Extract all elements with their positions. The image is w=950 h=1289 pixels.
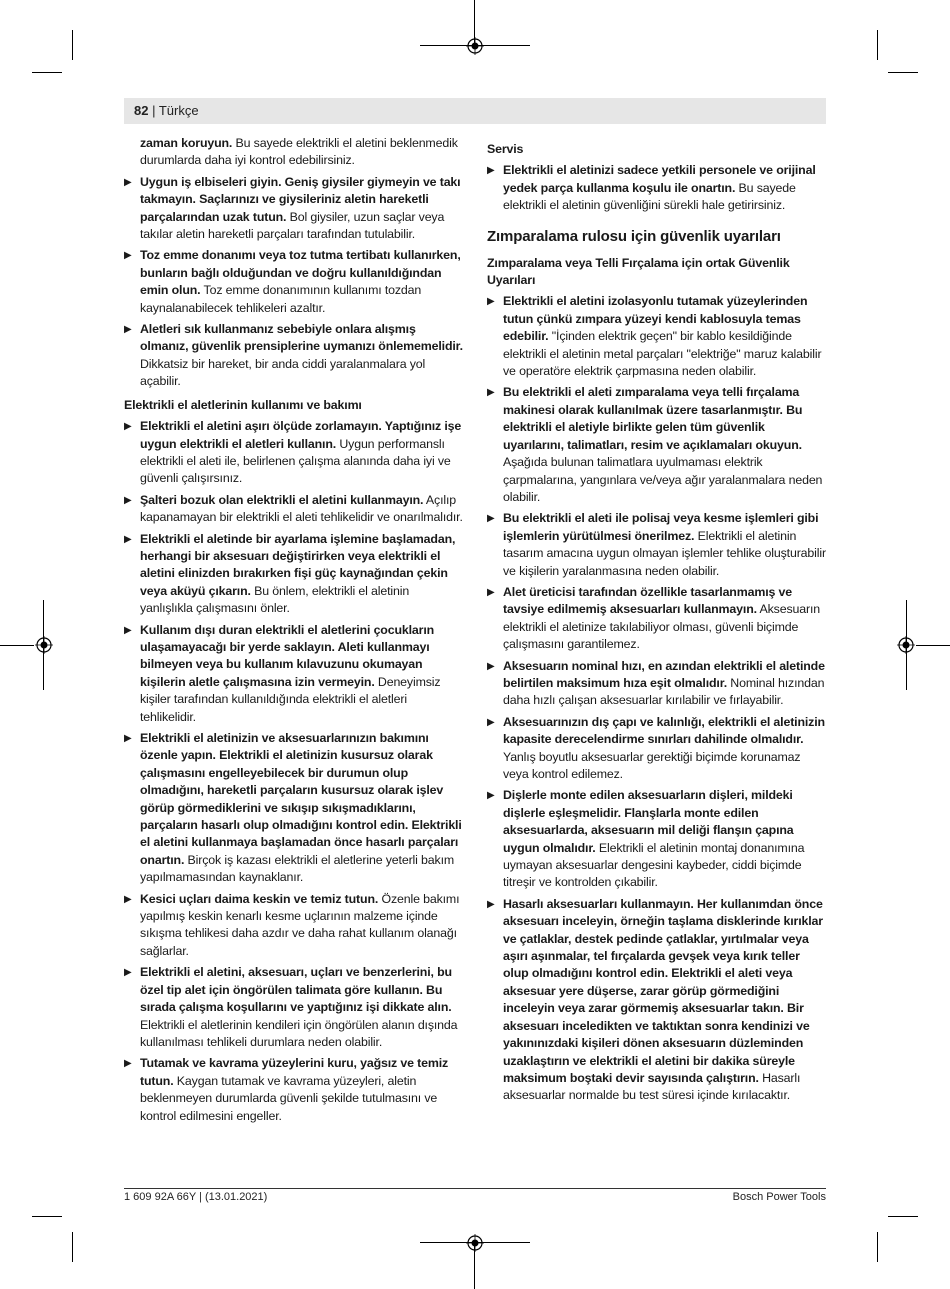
registration-mark-icon — [466, 1234, 484, 1252]
footer-doc-number: 1 609 92A 66Y | (13.01.2021) — [124, 1191, 268, 1203]
body-text: Elektrikli el aletlerinin kendileri için öngörülen alanın dışında kullanılması tehlikeli durumlara neden olabilir. — [140, 1017, 458, 1049]
header-language: Türkçe — [158, 103, 199, 118]
body-text: Yanlış boyutlu aksesuarlar gerektiği biçimde korunamaz veya kontrol edilemez. — [503, 749, 801, 781]
body-text: Bu önlem, elektrikli el aletinin yanlışlıkla çalışmasını önler. — [140, 583, 410, 616]
bullet-arrow-icon: ▶ — [487, 165, 495, 177]
bullet-arrow-icon: ▶ — [487, 660, 495, 672]
safety-bullet — [124, 531, 464, 618]
safety-bullet — [124, 891, 464, 961]
crop-mark — [32, 72, 62, 73]
bullet-arrow-icon: ▶ — [124, 533, 132, 545]
body-text: Özenle bakımı yapılmış keskin kenarlı kesme uçlarının malzeme içinde sıkışma tehlikesi daha azdır ve daha rahat kullanım olanağı sağlarlar. — [140, 891, 460, 958]
safety-bullet — [124, 730, 464, 887]
left-column — [124, 135, 464, 1129]
bold-text: Elektrikli el aletini, aksesuarı, uçları ve benzerlerini, bu özel tip alet için öngörülen talimata göre kullanın. Bu sırada çalışma koşullarını ve yaptığınız işi dikkate alın. — [140, 965, 452, 1015]
registration-mark-icon — [466, 37, 484, 55]
bullet-arrow-icon: ▶ — [487, 790, 495, 802]
bold-text: Tutamak ve kavrama yüzeylerini kuru, yağsız ve temiz tutun. — [140, 1056, 449, 1088]
bullet-arrow-icon: ▶ — [124, 1058, 132, 1070]
bold-text: Elektrikli el aletinizin ve aksesuarlarınızın bakımını özenle yapın. Elektrikli el aletinizin kusursuz olarak çalışmasını engelleyebilecek bir durumun olup olmadığını, hareketli parçaların kusursuz olarak işlev görüp görmediklerini ve sıkışıp sıkışmadıklarını, parçaların hasarlı olup olmadığını kontrol edin. Elektrikli el aletini kullanmaya başlamadan önce hasarlı parçaları onartın. — [140, 731, 462, 867]
crop-mark — [877, 1232, 878, 1262]
bold-text: zaman koruyun. — [140, 136, 233, 150]
bullet-arrow-icon: ▶ — [124, 733, 132, 744]
bullet-arrow-icon: ▶ — [124, 176, 132, 188]
bold-text: Aksesuarın nominal hızı, en azından elektrikli el aletinde belirtilen maksimum hıza eşit olmalıdır. — [503, 658, 825, 690]
crop-mark — [877, 30, 878, 60]
continued-paragraph — [124, 135, 464, 170]
bullet-arrow-icon: ▶ — [487, 296, 495, 308]
body-text: Bu sayede elektrikli el aletini beklenmedik durumlarda daha iyi kontrol edebilirsiniz. — [140, 136, 458, 168]
body-text: Bu sayede elektrikli el aletinin güvenliğini sürekli hale getirirsiniz. — [503, 180, 796, 213]
bold-text: Zımparalama rulosu için güvenlik uyarıları — [487, 227, 781, 245]
safety-bullet — [487, 510, 827, 580]
bold-text: Aksesuarınızın dış çapı ve kalınlığı, elektrikli el aletinizin kapasite derecelendirme sınırları dahilinde olmalıdır. — [503, 714, 825, 747]
body-text: Nominal hızından daha hızlı çalışan aksesuarlar kırılabilir ve fırlayabilir. — [503, 675, 825, 708]
header-separator: | — [148, 103, 159, 118]
bold-text: Elektrikli el aletlerinin kullanımı ve bakımı — [124, 397, 362, 412]
bold-text: Uygun iş elbiseleri giyin. Geniş giysiler giymeyin ve takı takmayın. Saçlarınızı ve giysileriniz aletin hareketli parçalarından uzak tutun. — [140, 174, 461, 224]
safety-bullet — [487, 584, 827, 654]
bold-text: Elektrikli el aletinizi sadece yetkili personele ve orijinal yedek parça kullanma koşulu ile onartın. — [503, 163, 816, 195]
bullet-arrow-icon: ▶ — [487, 387, 495, 399]
body-text: Elektrikli el aletinin montaj donanımına uymayan aksesuarlar dengesini kaybeder, ciddi biçimde titreşir ve kontrolden çıkabilir. — [503, 840, 805, 890]
body-text: Elektrikli el aletinin tasarım amacına uygun olmayan işlemler tehlike oluşturabilir ve kişilerin yaralanmasına neden olabilir. — [503, 528, 826, 578]
bold-text: Aletleri sık kullanmanız sebebiyle onlara alışmış olmanız, güvenlik prensiplerine uymanızı önlememelidir. — [140, 322, 463, 354]
bold-text: Elektrikli el aletinde bir ayarlama işlemine başlamadan, herhangi bir aksesuarı değiştirirken veya elektrikli el aletini elinizden bırakırken fişi güç kaynağından çekin veya aküyü çıkarın. — [140, 531, 456, 598]
header-bar — [124, 98, 826, 124]
body-text: Açılıp kapanamayan bir elektrikli el aleti tehlikelidir ve onarılmalıdır. — [140, 492, 463, 525]
safety-bullet — [124, 492, 464, 527]
bold-text: Toz emme donanımı veya toz tutma tertibatı kullanırken, bunların bağlı olduğundan ve doğru kullanıldığından emin olun. — [140, 248, 461, 298]
bullet-arrow-icon: ▶ — [124, 250, 132, 262]
safety-bullet — [124, 622, 464, 726]
bold-text: Elektrikli el aletini izolasyonlu tutamak yüzeylerinden tutun çünkü zımpara yüzeyi kendi kablosuyla temas edebilir. — [503, 294, 808, 344]
page-number: 82 — [134, 103, 149, 118]
body-text: "İçinden elektrik geçen" bir kablo kesildiğinde elektrikli el aletinin metal parçaları "elektriğe" maruz kalabilir ve operatöre elektrik çarpmasına neden olabilir. — [503, 329, 822, 379]
right-column — [487, 135, 827, 1109]
bullet-arrow-icon: ▶ — [124, 494, 132, 506]
bold-text: Bu elektrikli el aleti zımparalama veya telli fırçalama makinesi olarak kullanılmak üzere tasarlanmıştır. Bu elektrikli el aletiyle birlikte gelen tüm güvenlik uyarılarını, talimatları, resim ve açıklamaları okuyun. — [503, 385, 803, 452]
bullet-arrow-icon: ▶ — [124, 967, 132, 979]
body-text: Bol giysiler, uzun saçlar veya takılar aletin hareketli parçaları tarafından tutulabilir. — [140, 209, 445, 242]
body-text: Toz emme donanımının kullanımı tozdan kaynalanabilecek tehlikeleri azaltır. — [140, 283, 422, 315]
bullet-arrow-icon: ▶ — [487, 513, 495, 525]
body-text: Birçok iş kazası elektrikli el aletlerine yeterli bakım yapılmamasından kaynaklanır. — [140, 852, 455, 885]
bullet-arrow-icon: ▶ — [124, 624, 132, 636]
crop-mark — [72, 30, 73, 60]
crop-mark — [888, 72, 918, 73]
safety-bullet — [487, 384, 827, 506]
safety-bullet — [124, 247, 464, 317]
safety-bullet — [124, 418, 464, 488]
bullet-arrow-icon: ▶ — [124, 893, 132, 905]
footer-brand: Bosch Power Tools — [732, 1191, 826, 1203]
crop-mark — [32, 1216, 62, 1217]
bold-text: Hasarlı aksesuarları kullanmayın. Her kullanımdan önce aksesuarı inceleyin, örneğin taşlama disklerinde kırıklar ve çatlaklar, destek pedinde çatlaklar, yırtılmalar veya aşırı aşınmalar, tel fırçalarda gevşek veya kırık teller olup olmadığını kontrol edin. Elektrikli el aleti veya aksesuar yere düşerse, zarar görüp görmediğini inceleyin veya zarar görmemiş aksesuarlar takın. Bir aksesuarı inceledikten ve taktıktan sonra kendinizi ve yakınınızdaki kişileri dönen aksesuarın düzleminden uzaklaştırın ve elektrikli el aletini bir dakika süreyle maksimum boştaki devir sayısında çalıştırın. — [503, 896, 823, 1085]
bold-text: Kesici uçları daima keskin ve temiz tutun. — [140, 891, 379, 906]
bold-text: Bu elektrikli el aleti ile polisaj veya kesme işlemleri gibi işlemlerin yürütülmesi önerilmez. — [503, 511, 819, 543]
bullet-arrow-icon: ▶ — [124, 324, 132, 336]
body-text: Aşağıda bulunan talimatlara uyulmaması elektrik çarpmalarına, yangınlara ve/veya ağır yaralanmalara neden olabilir. — [503, 455, 823, 504]
safety-bullet — [487, 714, 827, 784]
bold-text: Zımparalama veya Telli Fırçalama için ortak Güvenlik Uyarıları — [487, 255, 790, 288]
body-text: Hasarlı aksesuarlar normalde bu test süresi içinde kırılacaktır. — [503, 1070, 801, 1103]
safety-bullet — [487, 787, 827, 891]
bullet-arrow-icon: ▶ — [487, 586, 495, 598]
body-text: Dikkatsiz bir hareket, bir anda ciddi yaralanmalara yol açabilir. — [140, 356, 426, 389]
safety-bullet — [124, 1055, 464, 1125]
body-text: Uygun performanslı elektrikli el aleti ile, belirlenen çalışma alanında daha iyi ve güvenli çalışırsınız. — [140, 436, 451, 486]
footer-rule — [124, 1188, 826, 1189]
bold-text: Elektrikli el aletini aşırı ölçüde zorlamayın. Yaptığınız işe uygun elektrikli el aletleri kullanın. — [140, 419, 462, 451]
registration-mark-icon — [897, 636, 915, 654]
safety-bullet — [124, 321, 464, 391]
body-text: Kaygan tutamak ve kavrama yüzeyleri, aletin beklenmeyen durumlarda güvenli şekilde tutulmasını ve kontrol edilmesini engeller. — [140, 1073, 438, 1123]
bullet-arrow-icon: ▶ — [487, 716, 495, 728]
bullet-arrow-icon: ▶ — [124, 421, 132, 433]
crop-mark — [72, 1232, 73, 1262]
crop-mark — [888, 1216, 918, 1217]
registration-mark-icon — [35, 636, 53, 654]
safety-bullet — [124, 964, 464, 1051]
safety-bullet — [487, 896, 827, 1105]
crop-mark — [916, 645, 950, 646]
bullet-arrow-icon: ▶ — [487, 898, 495, 910]
body-text: Aksesuarın elektrikli el aletinize takılabiliyor olması, güvenli biçimde çalışmasını garantilemez. — [503, 602, 820, 652]
subsection-heading — [124, 397, 464, 414]
subsection-heading — [487, 255, 827, 290]
safety-bullet — [487, 293, 827, 380]
crop-mark — [0, 645, 34, 646]
safety-bullet — [487, 658, 827, 710]
subsection-heading — [487, 141, 827, 158]
page-header — [134, 103, 199, 119]
bold-text: Servis — [487, 142, 524, 156]
bold-text: Şalteri bozuk olan elektrikli el aletini kullanmayın. — [140, 492, 424, 507]
section-heading — [487, 227, 827, 247]
safety-bullet — [487, 162, 827, 214]
bold-text: Kullanım dışı duran elektrikli el aletlerini çocukların ulaşamayacağı bir yerde saklayın. Aleti kullanmayı bilmeyen veya bu kullanım kılavuzunu okumayan kişilerin aletle çalışmasına izin vermeyin. — [140, 622, 435, 689]
body-text: Deneyimsiz kişiler tarafından kullanıldığında elektrikli el aletleri tehlikelidir. — [140, 674, 441, 724]
bold-text: Dişlerle monte edilen aksesuarların dişleri, mildeki dişlerle eşleşmelidir. Flanşlarla monte edilen aksesuarlarda, aksesuarın mil deliği flanşın çapına uygun olmalıdır. — [503, 788, 794, 855]
safety-bullet — [124, 174, 464, 244]
bold-text: Alet üreticisi tarafından özellikle tasarlanmamış ve tavsiye edilmemiş aksesuarları kullanmayın. — [503, 584, 793, 617]
